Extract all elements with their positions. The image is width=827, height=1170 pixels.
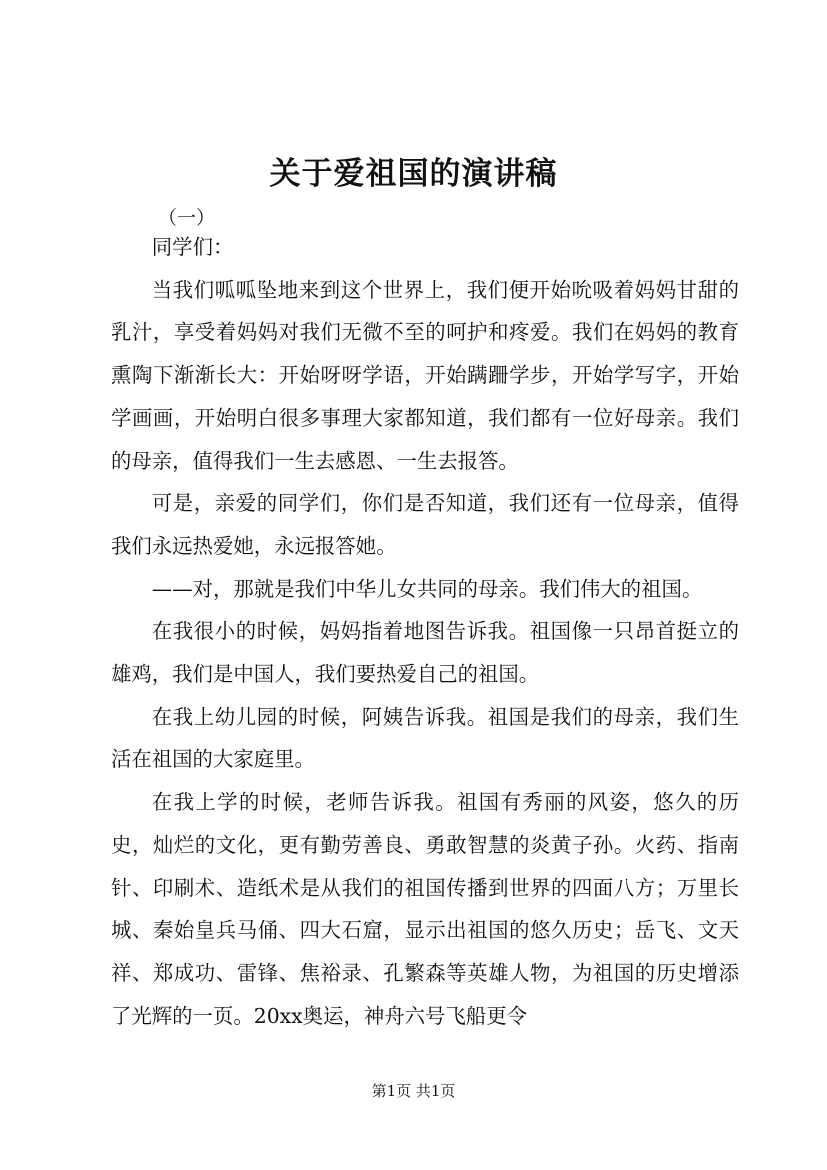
paragraph: 在我很小的时候，妈妈指着地图告诉我。祖国像一只昂首挺立的雄鸡，我们是中国人，我们要热爱自己的祖国。 — [111, 619, 739, 687]
document-body — [111, 226, 739, 1037]
section-label: （一） — [158, 207, 216, 229]
paragraph: 当我们呱呱坠地来到这个世界上，我们便开始吮吸着妈妈甘甜的乳汁，享受着妈妈对我们无微不至的呵护和疼爱。我们在妈妈的教育熏陶下渐渐长大：开始呀呀学语，开始蹒跚学步，开始学写字，开始学画画，开始明白很多事理大家都知道，我们都有一位好母亲。我们的母亲，值得我们一生去感恩、一生去报答。 — [111, 277, 739, 473]
page-footer: 第1页 共1页 — [371, 1082, 456, 1100]
paragraph: ——对，那就是我们中华儿女共同的母亲。我们伟大的祖国。 — [151, 576, 703, 601]
paragraph: 在我上学的时候，老师告诉我。祖国有秀丽的风姿，悠久的历史，灿烂的文化，更有勤劳善良、勇敢智慧的炎黄子孙。火药、指南针、印刷术、造纸术是从我们的祖国传播到世界的四面八方；万里长城、秦始皇兵马俑、四大石窟，显示出祖国的悠久历史；岳飞、文天祥、郑成功、雷锋、焦裕录、孔繁森等英雄人物，为祖国的历史增添了光辉的一页。20xx奥运，神舟六号飞船更令 — [111, 790, 739, 1028]
paragraph: 在我上幼儿园的时候，阿姨告诉我。祖国是我们的母亲，我们生活在祖国的大家庭里。 — [111, 704, 739, 772]
paragraph: 可是，亲爱的同学们，你们是否知道，我们还有一位母亲，值得我们永远热爱她，永远报答她。 — [111, 491, 739, 558]
document-title: 关于爱祖国的演讲稿 — [269, 156, 558, 192]
paragraph-greeting: 同学们： — [151, 235, 234, 259]
